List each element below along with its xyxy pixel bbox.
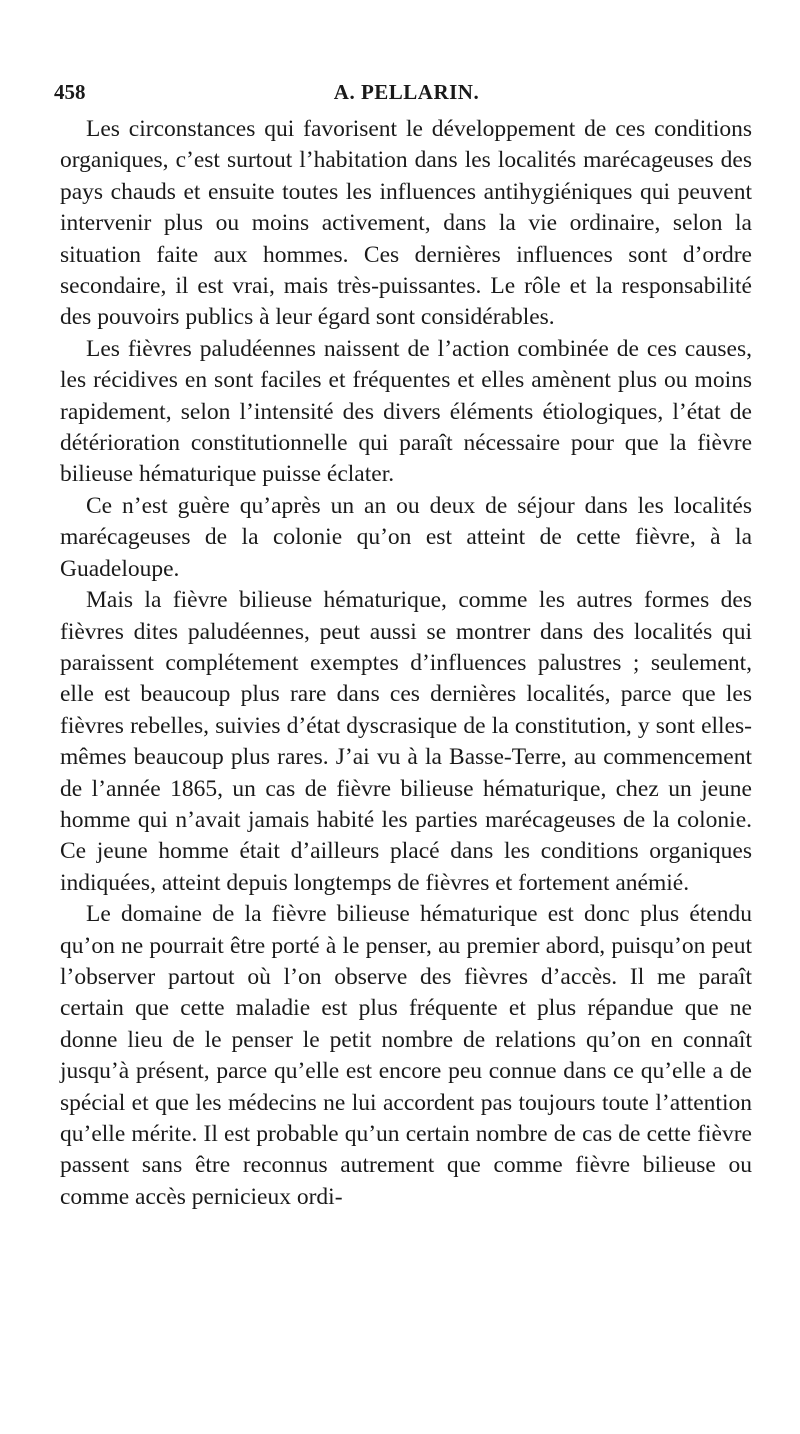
running-title: A. PELLARIN. (333, 80, 480, 104)
paragraph: Mais la fièvre bilieuse hématurique, comme les autres formes des fièvres dites paludéennes, peut aussi se montrer dans des localités qui paraissent complétement exemptes d’influences palustres ; seulement, elle est beaucoup plus rare dans ces dernières localités, parce que les fièvres rebelles, suivies d’état dyscrasique de la constitution, y sont elles-mêmes beaucoup plus rares. J’ai vu à la Basse-Terre, au commencement de l’année 1865, un cas de fièvre bilieuse hématurique, chez un jeune homme qui n’avait jamais habité les parties marécageuses de la colonie. Ce jeune homme était d’ailleurs placé dans les conditions organiques indiquées, atteint depuis longtemps de fièvres et fortement anémié. (60, 587, 752, 896)
paragraph: Les fièvres paludéennes naissent de l’action combinée de ces causes, les récidives en sont faciles et fréquentes et elles amènent plus ou moins rapidement, selon l’intensité des divers éléments étiologiques, l’état de détérioration constitutionnelle qui paraît nécessaire pour que la fièvre bilieuse hématurique puisse éclater. (60, 335, 752, 488)
running-head (54, 80, 759, 110)
body-text (60, 114, 752, 1213)
paragraph: Les circonstances qui favorisent le développement de ces conditions organiques, c’est surtout l’habitation dans les localités marécageuses des pays chauds et ensuite toutes les influences antihygiéniques qui peuvent intervenir plus ou moins activement, dans la vie ordinaire, selon la situation faite aux hommes. Ces dernières influences sont d’ordre secondaire, il est vrai, mais très-puissantes. Le rôle et la responsabilité des pouvoirs publics à leur égard sont considérables. (60, 116, 752, 331)
page-number: 458 (54, 80, 86, 104)
paragraph: Ce n’est guère qu’après un an ou deux de séjour dans les localités marécageuses de la colonie qu’on est atteint de cette fièvre, à la Guadeloupe. (60, 492, 752, 582)
paragraph: Le domaine de la fièvre bilieuse hématurique est donc plus étendu qu’on ne pourrait être porté à le penser, au premier abord, puisqu’on peut l’observer partout où l’on observe des fièvres d’accès. Il me paraît certain que cette maladie est plus fréquente et plus répandue que ne donne lieu de le penser le petit nombre de relations qu’on en connaît jusqu’à présent, parce qu’elle est encore peu connue dans ce qu’elle a de spécial et que les médecins ne lui accordent pas toujours toute l’attention qu’elle mérite. Il est probable qu’un certain nombre de cas de cette fièvre passent sans être reconnus autrement que comme fièvre bilieuse ou comme accès pernicieux ordi- (60, 901, 752, 1210)
